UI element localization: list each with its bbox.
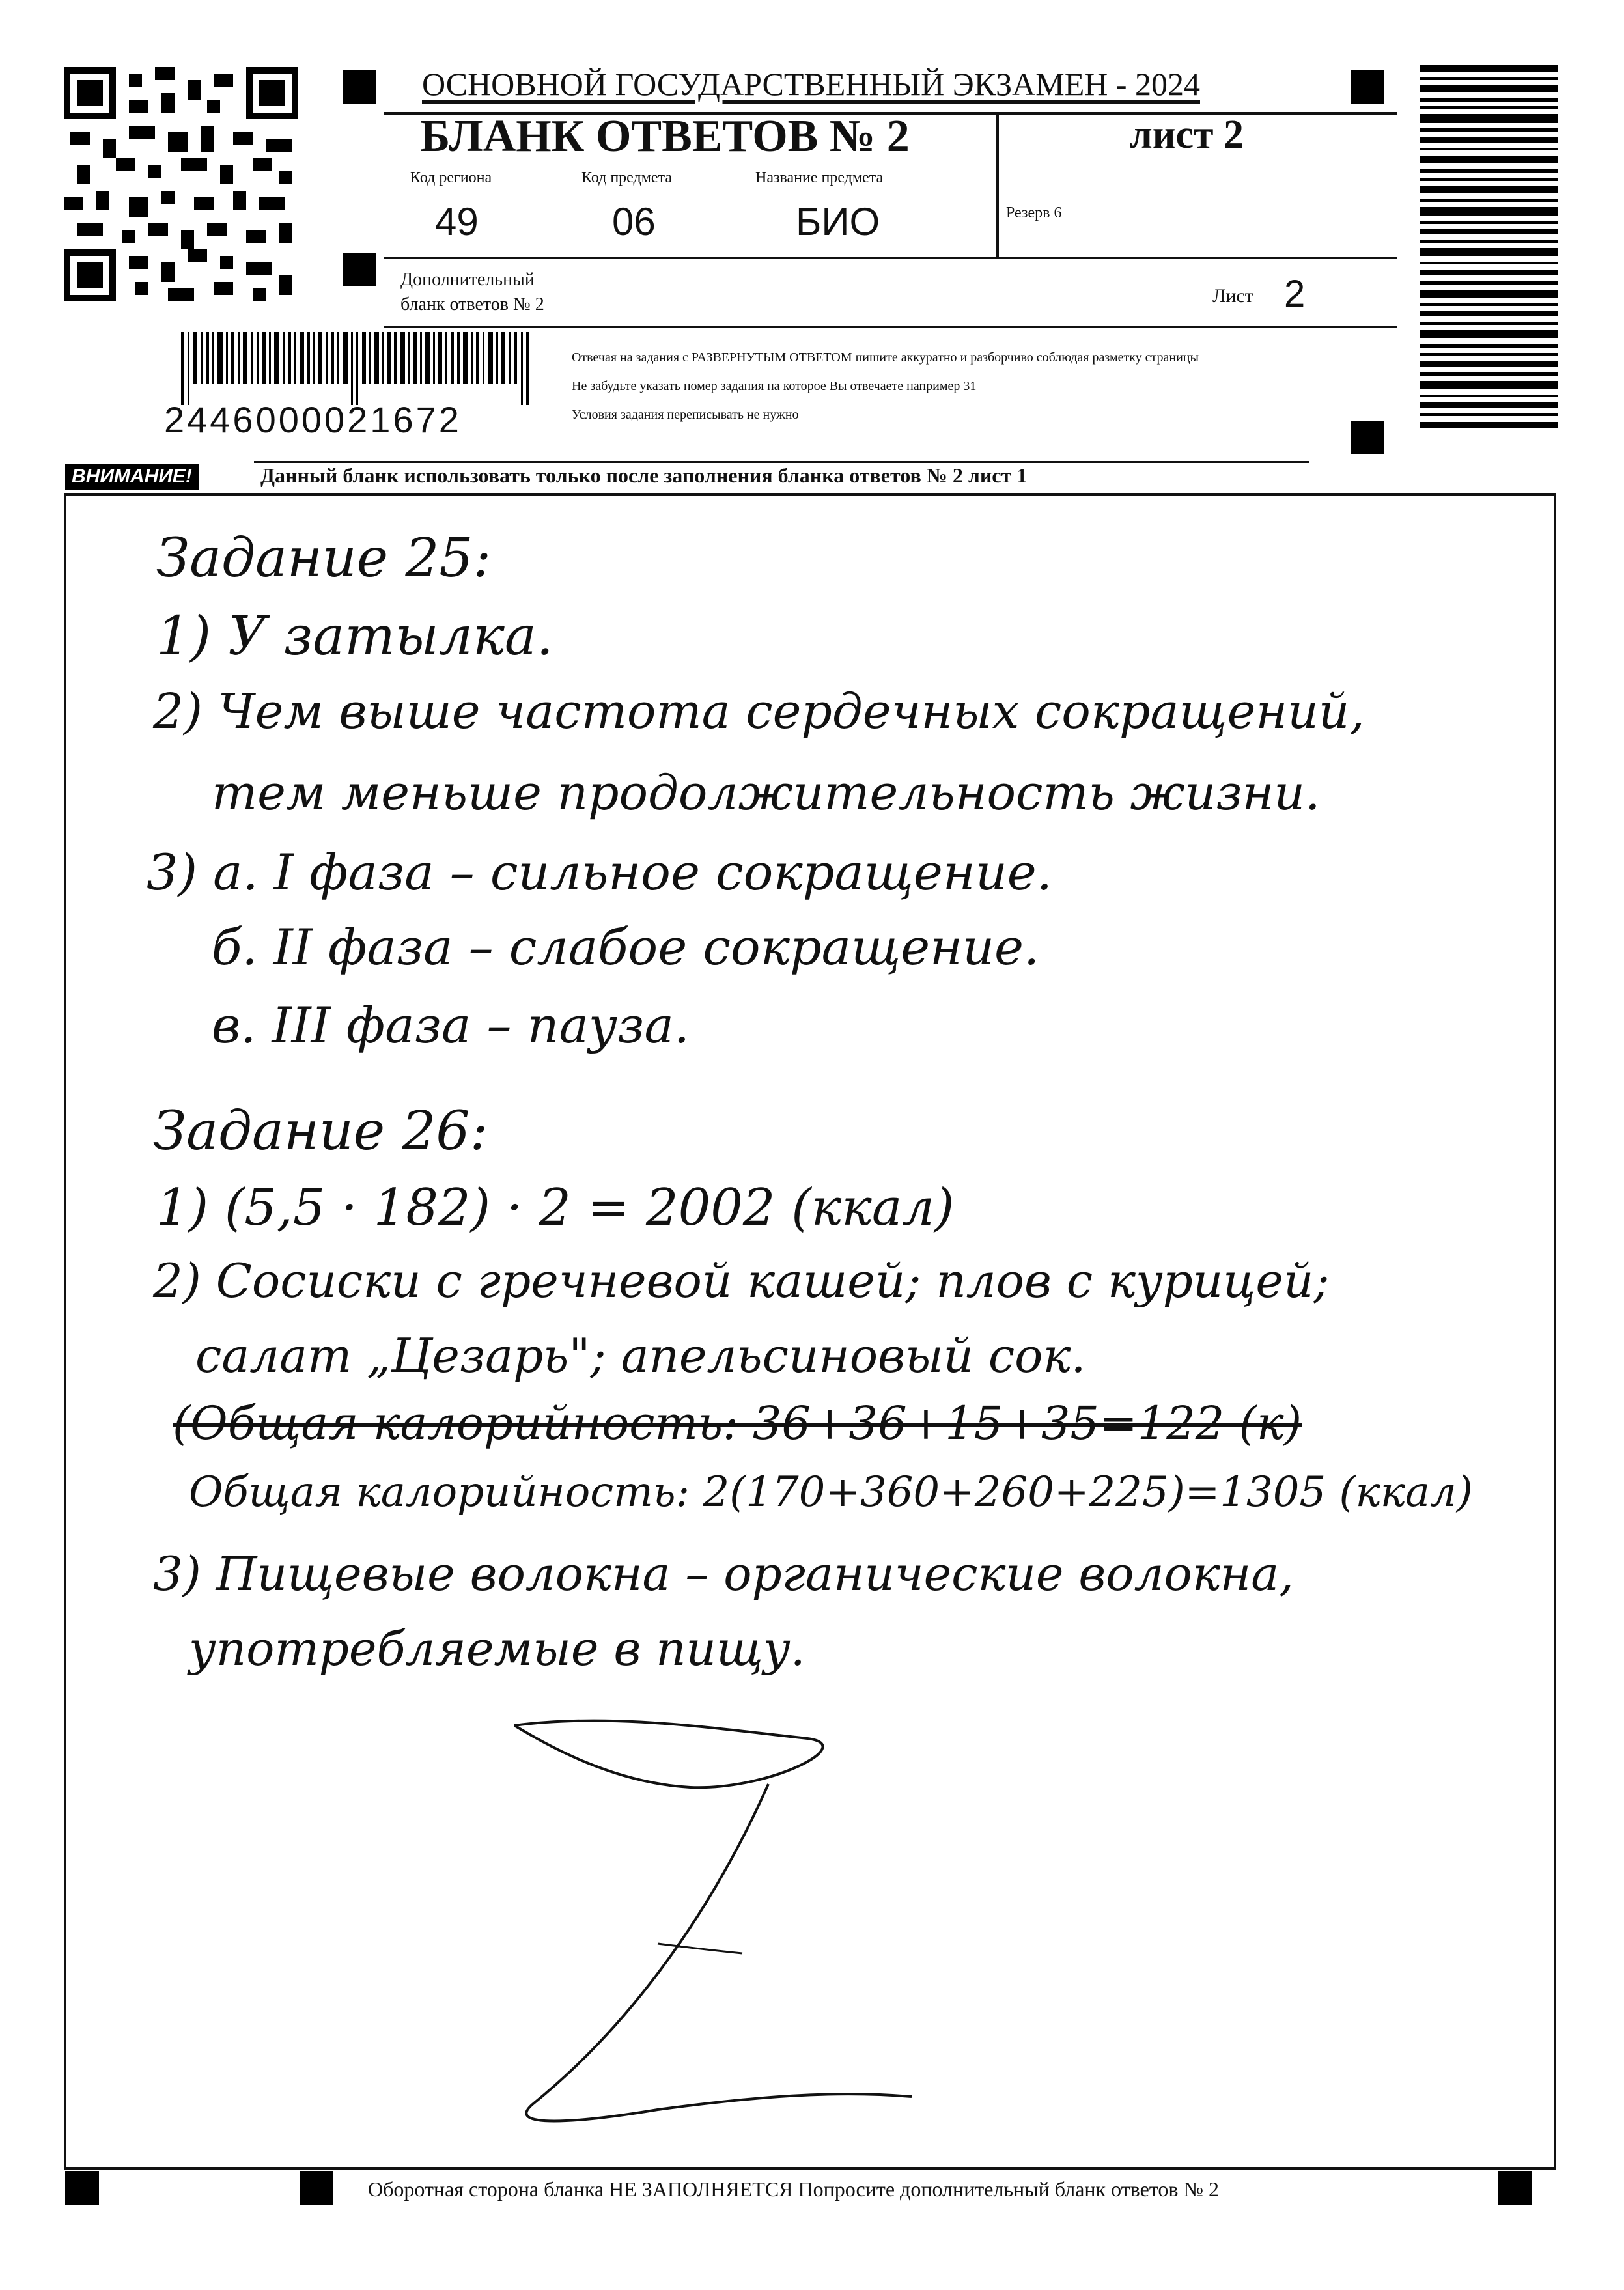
instruction-line-2: Не забудьте указать номер задания на которое Вы отвечаете например 31 [572, 379, 977, 393]
qr-code [64, 67, 298, 301]
handwritten-line: Общая калорийность: 2(170+360+260+225)=1305 (ккал) [189, 1468, 1473, 1516]
region-code-value: 49 [435, 200, 479, 244]
handwritten-line: 3) Пищевые волокна – органические волокна, [153, 1546, 1295, 1601]
instruction-line-3: Условия задания переписывать не нужно [572, 408, 799, 422]
barcode-number: 2446000021672 [164, 399, 462, 440]
warning-text: Данный бланк использовать только после заполнения бланка ответов № 2 лист 1 [260, 464, 1028, 487]
region-code-label: Код региона [410, 169, 492, 186]
alignment-marker-mid-right [1351, 421, 1384, 454]
footer-note: Оборотная сторона бланка НЕ ЗАПОЛНЯЕТСЯ Попросите дополнительный бланк ответов № 2 [368, 2177, 1219, 2201]
handwritten-strikethrough-line: (Общая калорийность: 36+36+15+35=122 (к) [173, 1397, 1302, 1450]
handwritten-line: Задание 26: [153, 1100, 488, 1162]
additional-form-label-1: Дополнительный [400, 270, 535, 290]
instruction-line-1: Отвечая на задания с РАЗВЕРНУТЫМ ОТВЕТОМ пишите аккуратно и разборчиво соблюдая разметку страницы [572, 350, 1199, 365]
exam-title: ОСНОВНОЙ ГОСУДАРСТВЕННЫЙ ЭКЗАМЕН - 2024 [422, 66, 1200, 102]
alignment-marker-mid-left [343, 253, 376, 286]
subject-name-label: Название предмета [755, 169, 884, 186]
alignment-marker-bottom-right [1498, 2171, 1532, 2205]
warning-underline [254, 461, 1309, 463]
handwritten-line: 1) У затылка. [156, 606, 553, 667]
sheet-number-value: 2 [1284, 273, 1306, 315]
warning-badge: ВНИМАНИЕ! [65, 464, 199, 490]
subject-code-value: 06 [612, 200, 656, 244]
alignment-marker-top-right [1351, 70, 1384, 104]
sheet-number-label: Лист [1212, 285, 1253, 307]
handwritten-line: салат „Цезарь"; апельсиновый сок. [195, 1328, 1086, 1383]
handwritten-line: 2) Чем выше частота сердечных сокращений, [153, 684, 1365, 740]
handwritten-line: б. II фаза – слабое сокращение. [212, 918, 1040, 976]
handwritten-line: употребляемые в пищу. [189, 1621, 805, 1676]
z-cancel-stroke [443, 1706, 938, 2136]
handwritten-line: 3) а. I фаза – сильное сокращение. [147, 843, 1052, 901]
subject-name-value: БИО [796, 200, 880, 244]
header-divider-middle [384, 257, 1397, 259]
subject-code-label: Код предмета [581, 169, 672, 186]
horizontal-barcode [181, 332, 531, 405]
handwritten-line: 1) (5,5 · 182) · 2 = 2002 (ккал) [156, 1179, 955, 1237]
alignment-marker-top-left [343, 70, 376, 104]
handwritten-line: в. III фаза – пауза. [212, 996, 690, 1054]
vertical-barcode [1420, 65, 1558, 430]
form-title: БЛАНК ОТВЕТОВ № 2 [420, 111, 910, 161]
alignment-marker-bottom-left [65, 2171, 99, 2205]
alignment-marker-bottom-mid [300, 2171, 333, 2205]
handwritten-line: тем меньше продолжительность жизни. [212, 765, 1321, 821]
handwritten-line: 2) Сосиски с гречневой кашей; плов с курицей; [153, 1253, 1330, 1308]
header-divider-bottom [384, 326, 1397, 328]
reserve-label: Резерв 6 [1006, 204, 1062, 221]
handwritten-line: Задание 25: [156, 527, 492, 589]
sheet-label: лист 2 [1130, 113, 1244, 157]
header-divider-vertical [996, 112, 999, 257]
additional-form-label-2: бланк ответов № 2 [400, 294, 544, 314]
